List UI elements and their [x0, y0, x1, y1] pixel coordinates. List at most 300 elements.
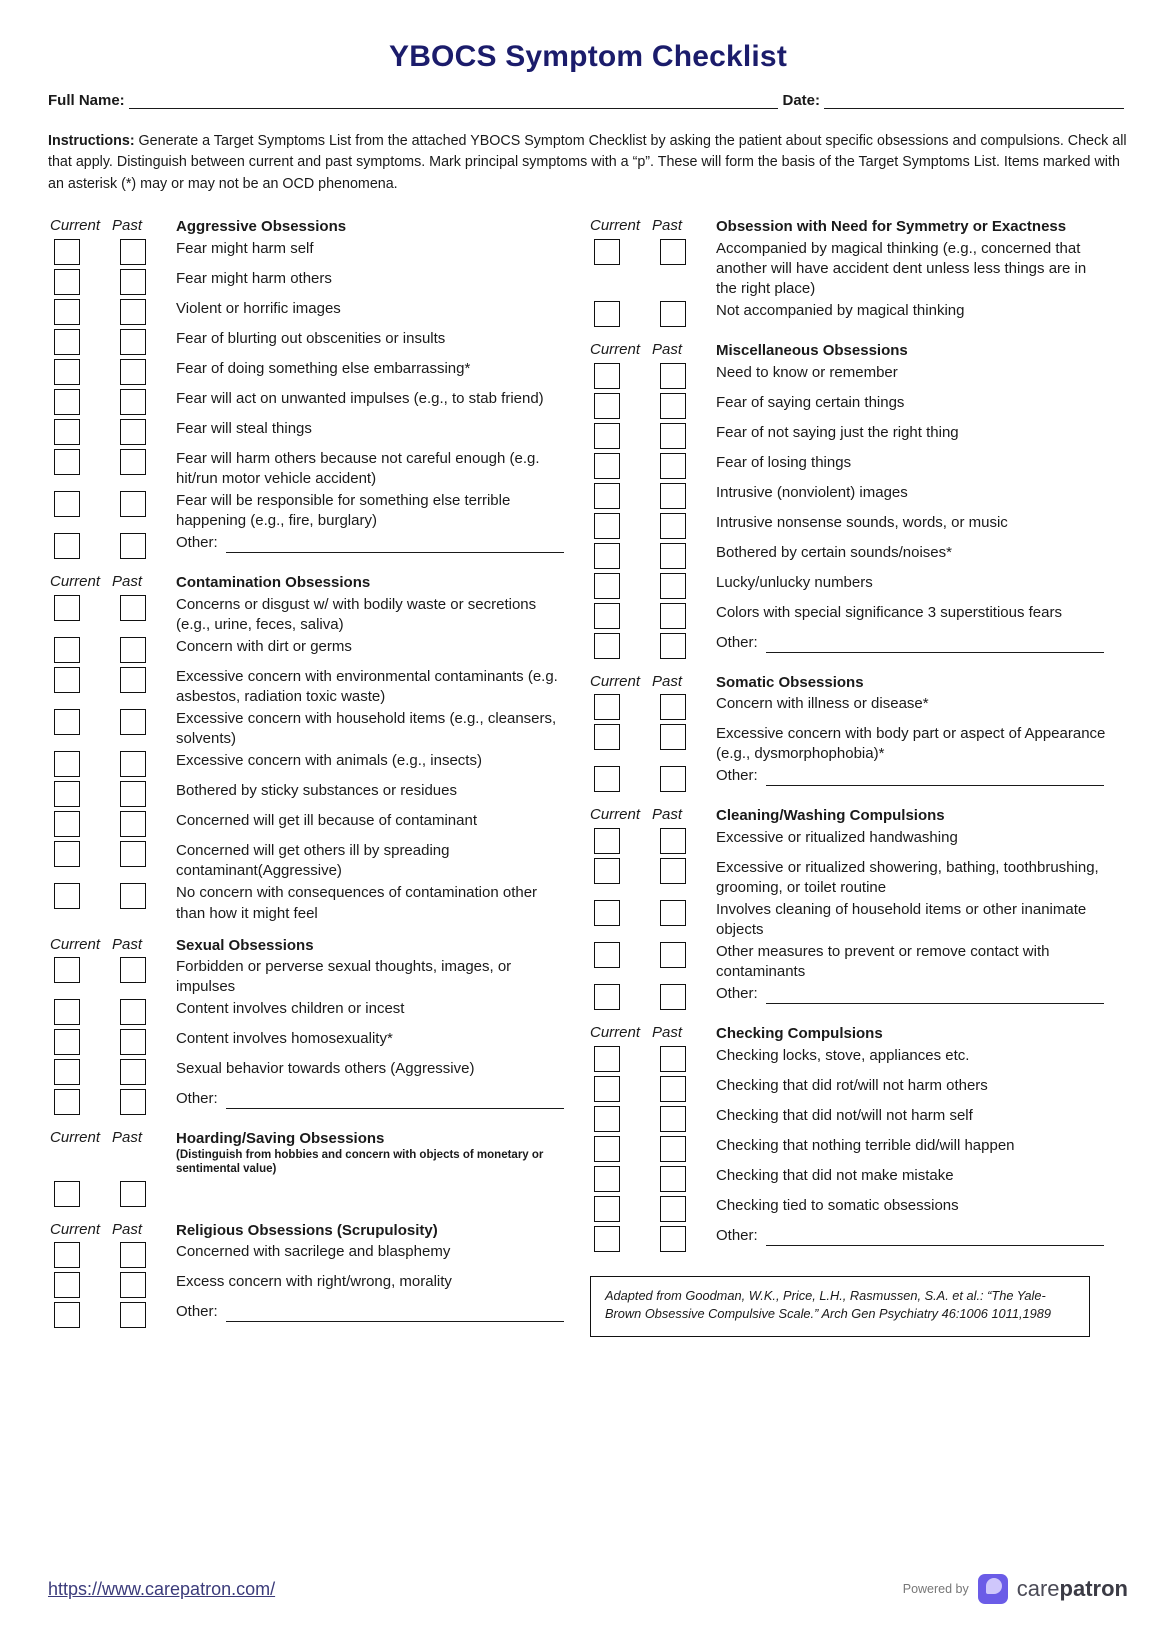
checkbox-past-miscellaneous-obsessions-6[interactable] — [660, 543, 686, 569]
checklist-row — [588, 692, 1108, 722]
checkbox-past-aggressive-obsessions-3[interactable] — [120, 329, 146, 355]
section-spacer — [588, 1254, 1108, 1260]
checkbox-current-contamination-obsessions-5[interactable] — [54, 781, 80, 807]
checkbox-current-cleaning-washing-compulsions-0[interactable] — [594, 828, 620, 854]
checkbox-current-contamination-obsessions-8[interactable] — [54, 883, 80, 909]
checkbox-current-cleaning-washing-compulsions-1[interactable] — [594, 858, 620, 884]
carepatron-link[interactable]: https://www.carepatron.com/ — [48, 1578, 276, 1599]
checkbox-past-cleaning-washing-compulsions-0[interactable] — [660, 828, 686, 854]
checkbox-current-cleaning-washing-compulsions-2[interactable] — [594, 900, 620, 926]
checklist-row — [48, 809, 568, 839]
checklist-item-label: Fear might harm others — [176, 269, 332, 287]
checklist-row — [48, 665, 568, 707]
checklist-row-other — [588, 631, 1108, 661]
checkbox-current-hoarding-saving-obsessions-blank[interactable] — [54, 1181, 80, 1207]
checklist-item-label: Checking that nothing terrible did/will happen — [716, 1136, 1015, 1154]
checkbox-current-checking-compulsions-0[interactable] — [594, 1046, 620, 1072]
checkbox-past-aggressive-obsessions-8[interactable] — [120, 491, 146, 517]
column-header-current: Current — [590, 806, 641, 824]
checklist-item-label: Concerns or disgust w/ with bodily waste or secretions (e.g., urine, feces, saliva) — [176, 595, 537, 633]
checklist-row — [48, 327, 568, 357]
checklist-row — [48, 839, 568, 881]
section-note-row — [48, 1149, 568, 1179]
checklist-item-label: Checking tied to somatic obsessions — [716, 1196, 959, 1214]
checkbox-current-checking-compulsions-2[interactable] — [594, 1106, 620, 1132]
column-header-past: Past — [652, 672, 683, 690]
checklist-row — [588, 722, 1108, 764]
checkbox-past-checking-compulsions-3[interactable] — [660, 1136, 686, 1162]
section-spacer — [48, 1209, 568, 1215]
checkbox-current-sexual-obsessions-other[interactable] — [54, 1089, 80, 1115]
checklist-item-label: Concerned with sacrilege and blasphemy — [176, 1243, 451, 1261]
checkbox-past-contamination-obsessions-0[interactable] — [120, 595, 146, 621]
checkbox-current-contamination-obsessions-3[interactable] — [54, 709, 80, 735]
checklist-item-label: Sexual behavior towards others (Aggressive) — [176, 1060, 475, 1078]
checklist-row — [48, 387, 568, 417]
checkbox-past-contamination-obsessions-4[interactable] — [120, 751, 146, 777]
checklist-item-label: Intrusive nonsense sounds, words, or music — [716, 513, 1008, 531]
checkbox-current-obsession-with-need-for-symmetry-or-exactness-0[interactable] — [594, 239, 620, 265]
checkbox-past-sexual-obsessions-0[interactable] — [120, 957, 146, 983]
checklist-item-label: Concerned will get others ill by spreading contaminant(Aggressive) — [176, 842, 450, 880]
checklist-item-label: Excessive or ritualized showering, bathing, toothbrushing, grooming, or toilet routine — [716, 858, 1099, 896]
checklist-row-other — [48, 531, 568, 561]
checklist-row — [48, 1240, 568, 1270]
checklist-row — [588, 940, 1108, 982]
powered-by-label: Powered by — [902, 1582, 969, 1596]
checkbox-past-sexual-obsessions-2[interactable] — [120, 1029, 146, 1055]
other-input-cleaning-washing-compulsions[interactable] — [766, 991, 1104, 1004]
checkbox-past-contamination-obsessions-8[interactable] — [120, 883, 146, 909]
checklist-item-label: Violent or horrific images — [176, 299, 341, 317]
section-spacer — [588, 794, 1108, 800]
checkbox-past-religious-obsessions-scrupulosity-other[interactable] — [120, 1302, 146, 1328]
checklist-row — [588, 481, 1108, 511]
checkbox-past-somatic-obsessions-0[interactable] — [660, 694, 686, 720]
instructions-text: Generate a Target Symptoms List from the attached YBOCS Symptom Checklist by asking the patient about specific obsessions and compulsions. Check all that apply. Distinguish between current and past symptoms. Mark principal symptoms with a “p”. These will form the basis of the Target Symptoms List. Items marked with an asterisk (*) may or may not be an OCD phenomena. — [48, 133, 1127, 192]
checkbox-current-checking-compulsions-1[interactable] — [594, 1076, 620, 1102]
checkbox-current-cleaning-washing-compulsions-other[interactable] — [594, 984, 620, 1010]
checklist-item-label: Fear might harm self — [176, 239, 314, 257]
column-header-past: Past — [652, 217, 683, 235]
checklist-item-label: Intrusive (nonviolent) images — [716, 483, 908, 501]
checklist-item-label: Fear of blurting out obscenities or insults — [176, 329, 446, 347]
checkbox-past-religious-obsessions-scrupulosity-1[interactable] — [120, 1272, 146, 1298]
checklist-row-other — [588, 982, 1108, 1012]
checkbox-past-checking-compulsions-2[interactable] — [660, 1106, 686, 1132]
checkbox-past-obsession-with-need-for-symmetry-or-exactness-0[interactable] — [660, 239, 686, 265]
other-label: Other: — [716, 985, 758, 1003]
section-title-somatic-obsessions: Somatic Obsessions — [716, 673, 864, 691]
checkbox-past-sexual-obsessions-3[interactable] — [120, 1059, 146, 1085]
checkbox-past-aggressive-obsessions-6[interactable] — [120, 419, 146, 445]
other-label: Other: — [176, 534, 218, 552]
checklist-item-label: No concern with consequences of contamination other than how it might feel — [176, 884, 538, 922]
checklist-item-label: Colors with special significance 3 superstitious fears — [716, 603, 1062, 621]
checklist-row — [48, 489, 568, 531]
section-spacer — [588, 661, 1108, 667]
checkbox-past-aggressive-obsessions-1[interactable] — [120, 269, 146, 295]
carepatron-logo-icon — [978, 1574, 1008, 1604]
checklist-row — [588, 1104, 1108, 1134]
checkbox-past-miscellaneous-obsessions-8[interactable] — [660, 603, 686, 629]
checkbox-past-miscellaneous-obsessions-1[interactable] — [660, 393, 686, 419]
section-title-miscellaneous-obsessions: Miscellaneous Obsessions — [716, 342, 908, 360]
section-header-obsession-with-need-for-symmetry-or-exactness — [588, 217, 1108, 237]
checklist-item-label: Excessive concern with animals (e.g., insects) — [176, 752, 482, 770]
section-title-cleaning-washing-compulsions: Cleaning/Washing Compulsions — [716, 807, 945, 825]
checkbox-current-miscellaneous-obsessions-4[interactable] — [594, 483, 620, 509]
section-header-somatic-obsessions — [588, 673, 1108, 693]
checkbox-current-miscellaneous-obsessions-other[interactable] — [594, 633, 620, 659]
other-input-somatic-obsessions[interactable] — [766, 773, 1104, 786]
checklist-row — [588, 361, 1108, 391]
other-label: Other: — [716, 1226, 758, 1244]
checkbox-current-sexual-obsessions-2[interactable] — [54, 1029, 80, 1055]
checklist-row — [588, 391, 1108, 421]
identity-row — [48, 92, 1128, 109]
checkbox-current-aggressive-obsessions-7[interactable] — [54, 449, 80, 475]
checklist-row — [588, 856, 1108, 898]
checklist-row — [48, 881, 568, 923]
checkbox-current-sexual-obsessions-3[interactable] — [54, 1059, 80, 1085]
checkbox-past-miscellaneous-obsessions-3[interactable] — [660, 453, 686, 479]
checklist-item-label: Concern with illness or disease* — [716, 695, 929, 713]
checkbox-current-aggressive-obsessions-1[interactable] — [54, 269, 80, 295]
checklist-item-label: Forbidden or perverse sexual thoughts, images, or impulses — [176, 958, 512, 996]
checklist-row — [48, 707, 568, 749]
checklist-item-label: Not accompanied by magical thinking — [716, 302, 965, 320]
checkbox-current-aggressive-obsessions-other[interactable] — [54, 533, 80, 559]
citation-box: Adapted from Goodman, W.K., Price, L.H., Rasmussen, S.A. et al.: “The Yale-Brown Obsessive Compulsive Scale.” Arch Gen Psychiatry 46:1006 1011,1989 — [590, 1276, 1090, 1337]
checkbox-current-religious-obsessions-scrupulosity-0[interactable] — [54, 1242, 80, 1268]
checkbox-current-checking-compulsions-4[interactable] — [594, 1166, 620, 1192]
section-header-cleaning-washing-compulsions — [588, 806, 1108, 826]
section-spacer — [48, 1117, 568, 1123]
column-header-past: Past — [652, 806, 683, 824]
column-header-past: Past — [112, 1129, 143, 1147]
checklist-row — [48, 1270, 568, 1300]
section-title-aggressive-obsessions: Aggressive Obsessions — [176, 218, 347, 236]
checklist-item-label: Concerned will get ill because of contaminant — [176, 812, 478, 830]
checklist-item-label: Fear will act on unwanted impulses (e.g., to stab friend) — [176, 389, 544, 407]
checkbox-current-contamination-obsessions-0[interactable] — [54, 595, 80, 621]
section-spacer — [588, 1012, 1108, 1018]
column-header-past: Past — [112, 935, 143, 953]
checklist-columns — [48, 211, 1128, 1337]
column-header-past: Past — [112, 573, 143, 591]
checkbox-current-sexual-obsessions-1[interactable] — [54, 999, 80, 1025]
checkbox-past-aggressive-obsessions-2[interactable] — [120, 299, 146, 325]
checklist-row — [588, 1164, 1108, 1194]
checklist-row — [588, 299, 1108, 329]
checklist-item-label: Excessive concern with household items (e.g., cleansers, solvents) — [176, 710, 557, 748]
checklist-column-right — [588, 211, 1108, 1337]
checklist-item-label: Fear will harm others because not careful enough (e.g. hit/run motor vehicle accident) — [176, 449, 540, 487]
column-header-current: Current — [50, 1129, 101, 1147]
checklist-row — [48, 1027, 568, 1057]
checklist-row — [588, 1074, 1108, 1104]
checkbox-current-aggressive-obsessions-4[interactable] — [54, 359, 80, 385]
section-spacer — [48, 924, 568, 930]
checkbox-current-religious-obsessions-scrupulosity-1[interactable] — [54, 1272, 80, 1298]
checklist-item-label: Lucky/unlucky numbers — [716, 573, 873, 591]
checkbox-past-miscellaneous-obsessions-2[interactable] — [660, 423, 686, 449]
other-input-religious-obsessions-scrupulosity[interactable] — [226, 1309, 564, 1322]
checkbox-current-contamination-obsessions-1[interactable] — [54, 637, 80, 663]
checklist-row — [48, 357, 568, 387]
wordmark-light: care — [1016, 1576, 1060, 1601]
section-title-religious-obsessions-scrupulosity: Religious Obsessions (Scrupulosity) — [176, 1221, 438, 1239]
checklist-row — [48, 779, 568, 809]
full-name-input[interactable] — [129, 95, 779, 109]
checklist-column-left — [48, 211, 568, 1336]
checklist-item-label: Checking that did not/will not harm self — [716, 1106, 973, 1124]
checkbox-past-hoarding-saving-obsessions-blank[interactable] — [120, 1181, 146, 1207]
section-title-sexual-obsessions: Sexual Obsessions — [176, 936, 314, 954]
checkbox-past-aggressive-obsessions-other[interactable] — [120, 533, 146, 559]
column-header-current: Current — [50, 573, 101, 591]
full-name-label: Full Name: — [48, 92, 125, 109]
section-header-aggressive-obsessions — [48, 217, 568, 237]
checklist-row — [48, 267, 568, 297]
checklist-row — [588, 571, 1108, 601]
checklist-item-label: Bothered by sticky substances or residues — [176, 782, 457, 800]
checklist-row — [48, 635, 568, 665]
checklist-item-label: Other measures to prevent or remove contact with contaminants — [716, 943, 1050, 981]
checkbox-current-aggressive-obsessions-3[interactable] — [54, 329, 80, 355]
checklist-item-label: Need to know or remember — [716, 363, 898, 381]
other-input-sexual-obsessions[interactable] — [226, 1096, 564, 1109]
checkbox-current-religious-obsessions-scrupulosity-other[interactable] — [54, 1302, 80, 1328]
checklist-item-label: Bothered by certain sounds/noises* — [716, 543, 952, 561]
checklist-row — [48, 955, 568, 997]
checklist-item-label: Checking that did rot/will not harm others — [716, 1076, 988, 1094]
checklist-item-label: Fear of doing something else embarrassing* — [176, 359, 471, 377]
column-header-past: Past — [112, 1220, 143, 1238]
checkbox-past-checking-compulsions-other[interactable] — [660, 1226, 686, 1252]
checkbox-past-contamination-obsessions-3[interactable] — [120, 709, 146, 735]
checklist-item-label: Fear will be responsible for something else terrible happening (e.g., fire, burglary) — [176, 492, 511, 530]
checklist-item-label: Fear of saying certain things — [716, 393, 905, 411]
section-header-contamination-obsessions — [48, 573, 568, 593]
section-spacer — [48, 1330, 568, 1336]
other-input-checking-compulsions[interactable] — [766, 1233, 1104, 1246]
checkbox-current-contamination-obsessions-6[interactable] — [54, 811, 80, 837]
other-input-miscellaneous-obsessions[interactable] — [766, 640, 1104, 653]
checkbox-past-contamination-obsessions-2[interactable] — [120, 667, 146, 693]
column-header-past: Past — [652, 341, 683, 359]
checklist-item-label: Fear of losing things — [716, 453, 852, 471]
checkbox-past-cleaning-washing-compulsions-1[interactable] — [660, 858, 686, 884]
checkbox-past-contamination-obsessions-7[interactable] — [120, 841, 146, 867]
checkbox-past-miscellaneous-obsessions-other[interactable] — [660, 633, 686, 659]
checklist-item-label: Checking locks, stove, appliances etc. — [716, 1046, 970, 1064]
section-header-sexual-obsessions — [48, 936, 568, 956]
checkbox-current-checking-compulsions-3[interactable] — [594, 1136, 620, 1162]
carepatron-wordmark — [1017, 1576, 1128, 1602]
checkbox-past-obsession-with-need-for-symmetry-or-exactness-1[interactable] — [660, 301, 686, 327]
checkbox-current-somatic-obsessions-0[interactable] — [594, 694, 620, 720]
column-header-current: Current — [590, 1024, 641, 1042]
checklist-item-label: Content involves children or incest — [176, 1000, 405, 1018]
checkbox-current-miscellaneous-obsessions-1[interactable] — [594, 393, 620, 419]
checklist-row-other — [588, 764, 1108, 794]
section-spacer — [48, 561, 568, 567]
column-header-current: Current — [50, 217, 101, 235]
checkbox-past-miscellaneous-obsessions-7[interactable] — [660, 573, 686, 599]
section-spacer — [588, 329, 1108, 335]
checkbox-current-sexual-obsessions-0[interactable] — [54, 957, 80, 983]
checkbox-current-checking-compulsions-5[interactable] — [594, 1196, 620, 1222]
checkbox-current-aggressive-obsessions-8[interactable] — [54, 491, 80, 517]
checklist-item-label: Concern with dirt or germs — [176, 637, 352, 655]
checkbox-current-aggressive-obsessions-0[interactable] — [54, 239, 80, 265]
other-label: Other: — [176, 1303, 218, 1321]
checkbox-current-somatic-obsessions-1[interactable] — [594, 724, 620, 750]
checklist-row — [48, 297, 568, 327]
checkbox-current-miscellaneous-obsessions-7[interactable] — [594, 573, 620, 599]
checkbox-current-contamination-obsessions-4[interactable] — [54, 751, 80, 777]
checkbox-past-aggressive-obsessions-4[interactable] — [120, 359, 146, 385]
checkbox-past-checking-compulsions-5[interactable] — [660, 1196, 686, 1222]
section-header-checking-compulsions — [588, 1024, 1108, 1044]
checklist-row-other — [48, 1300, 568, 1330]
section-header-miscellaneous-obsessions — [588, 341, 1108, 361]
column-header-current: Current — [50, 1220, 101, 1238]
checkbox-past-somatic-obsessions-other[interactable] — [660, 766, 686, 792]
instructions-label: Instructions: — [48, 133, 135, 149]
checklist-row — [588, 237, 1108, 299]
column-header-past: Past — [652, 1024, 683, 1042]
checklist-row-other — [588, 1224, 1108, 1254]
checklist-row — [588, 1194, 1108, 1224]
column-header-current: Current — [50, 935, 101, 953]
checkbox-past-checking-compulsions-0[interactable] — [660, 1046, 686, 1072]
checkbox-current-contamination-obsessions-7[interactable] — [54, 841, 80, 867]
checklist-item-label: Fear of not saying just the right thing — [716, 423, 959, 441]
checkbox-current-miscellaneous-obsessions-3[interactable] — [594, 453, 620, 479]
checklist-row — [48, 997, 568, 1027]
checkbox-past-contamination-obsessions-5[interactable] — [120, 781, 146, 807]
checkbox-current-aggressive-obsessions-6[interactable] — [54, 419, 80, 445]
section-title-hoarding-saving-obsessions: Hoarding/Saving Obsessions — [176, 1130, 385, 1148]
column-header-past: Past — [112, 217, 143, 235]
checklist-row — [588, 421, 1108, 451]
checklist-row — [588, 601, 1108, 631]
checkbox-past-cleaning-washing-compulsions-2[interactable] — [660, 900, 686, 926]
date-input[interactable] — [824, 95, 1124, 109]
blank-write-in-line[interactable] — [172, 1179, 568, 1201]
section-title-contamination-obsessions: Contamination Obsessions — [176, 574, 371, 592]
checklist-row — [48, 593, 568, 635]
checkbox-current-aggressive-obsessions-2[interactable] — [54, 299, 80, 325]
checklist-item-label: Excess concern with right/wrong, morality — [176, 1273, 452, 1291]
checklist-item-label: Fear will steal things — [176, 419, 312, 437]
checkbox-current-contamination-obsessions-2[interactable] — [54, 667, 80, 693]
checkbox-past-aggressive-obsessions-0[interactable] — [120, 239, 146, 265]
checkbox-current-checking-compulsions-other[interactable] — [594, 1226, 620, 1252]
checkbox-past-checking-compulsions-4[interactable] — [660, 1166, 686, 1192]
checklist-item-label: Content involves homosexuality* — [176, 1030, 393, 1048]
other-input-aggressive-obsessions[interactable] — [226, 540, 564, 553]
checkbox-past-cleaning-washing-compulsions-other[interactable] — [660, 984, 686, 1010]
section-note-hoarding-saving-obsessions: (Distinguish from hobbies and concern with objects of monetary or sentimental value) — [176, 1148, 544, 1175]
checkbox-past-miscellaneous-obsessions-5[interactable] — [660, 513, 686, 539]
checkbox-current-miscellaneous-obsessions-0[interactable] — [594, 363, 620, 389]
checklist-row — [48, 447, 568, 489]
checklist-item-label: Checking that did not make mistake — [716, 1166, 954, 1184]
date-label: Date: — [782, 92, 820, 109]
instructions-block — [48, 131, 1128, 195]
brand-lockup — [903, 1574, 1128, 1604]
checklist-row — [588, 826, 1108, 856]
other-label: Other: — [176, 1090, 218, 1108]
checkbox-past-sexual-obsessions-1[interactable] — [120, 999, 146, 1025]
checklist-row — [48, 749, 568, 779]
checkbox-current-miscellaneous-obsessions-2[interactable] — [594, 423, 620, 449]
checkbox-past-sexual-obsessions-other[interactable] — [120, 1089, 146, 1115]
checkbox-past-checking-compulsions-1[interactable] — [660, 1076, 686, 1102]
checklist-row — [588, 1044, 1108, 1074]
section-title-checking-compulsions: Checking Compulsions — [716, 1025, 883, 1043]
checklist-item-label: Accompanied by magical thinking (e.g., concerned that another will have accident dent unless less things are in the right place) — [716, 239, 1087, 297]
checkbox-current-cleaning-washing-compulsions-3[interactable] — [594, 942, 620, 968]
column-header-current: Current — [590, 341, 641, 359]
checklist-item-label: Excessive concern with environmental contaminants (e.g. asbestos, radiation toxic waste) — [176, 667, 558, 705]
checkbox-past-miscellaneous-obsessions-0[interactable] — [660, 363, 686, 389]
checkbox-past-miscellaneous-obsessions-4[interactable] — [660, 483, 686, 509]
checklist-row — [48, 417, 568, 447]
checkbox-past-cleaning-washing-compulsions-3[interactable] — [660, 942, 686, 968]
checkbox-past-aggressive-obsessions-5[interactable] — [120, 389, 146, 415]
other-label: Other: — [716, 767, 758, 785]
checklist-row — [48, 1057, 568, 1087]
checkbox-current-miscellaneous-obsessions-5[interactable] — [594, 513, 620, 539]
page-footer — [48, 1574, 1128, 1604]
checkbox-past-somatic-obsessions-1[interactable] — [660, 724, 686, 750]
column-header-current: Current — [590, 217, 641, 235]
checkbox-current-miscellaneous-obsessions-6[interactable] — [594, 543, 620, 569]
checklist-row-other — [48, 1087, 568, 1117]
checklist-row — [48, 1179, 568, 1209]
checklist-row — [588, 541, 1108, 571]
checklist-item-label: Excessive concern with body part or aspect of Appearance (e.g., dysmorphophobia)* — [716, 725, 1106, 763]
checklist-row — [588, 511, 1108, 541]
checklist-row — [588, 898, 1108, 940]
checklist-row — [588, 1134, 1108, 1164]
section-header-religious-obsessions-scrupulosity — [48, 1221, 568, 1241]
section-header-hoarding-saving-obsessions — [48, 1129, 568, 1149]
checkbox-past-religious-obsessions-scrupulosity-0[interactable] — [120, 1242, 146, 1268]
checkbox-current-aggressive-obsessions-5[interactable] — [54, 389, 80, 415]
checklist-item-label: Involves cleaning of household items or other inanimate objects — [716, 900, 1087, 939]
checkbox-past-aggressive-obsessions-7[interactable] — [120, 449, 146, 475]
checkbox-past-contamination-obsessions-1[interactable] — [120, 637, 146, 663]
column-header-current: Current — [590, 672, 641, 690]
checkbox-current-somatic-obsessions-other[interactable] — [594, 766, 620, 792]
section-title-obsession-with-need-for-symmetry-or-exactness: Obsession with Need for Symmetry or Exactness — [716, 218, 1067, 236]
checkbox-past-contamination-obsessions-6[interactable] — [120, 811, 146, 837]
page-title: YBOCS Symptom Checklist — [388, 40, 788, 73]
checklist-item-label: Excessive or ritualized handwashing — [716, 828, 958, 846]
other-label: Other: — [716, 633, 758, 651]
checklist-row — [48, 237, 568, 267]
checkbox-current-miscellaneous-obsessions-8[interactable] — [594, 603, 620, 629]
checkbox-current-obsession-with-need-for-symmetry-or-exactness-1[interactable] — [594, 301, 620, 327]
checklist-row — [588, 451, 1108, 481]
wordmark-bold: patron — [1059, 1576, 1128, 1601]
